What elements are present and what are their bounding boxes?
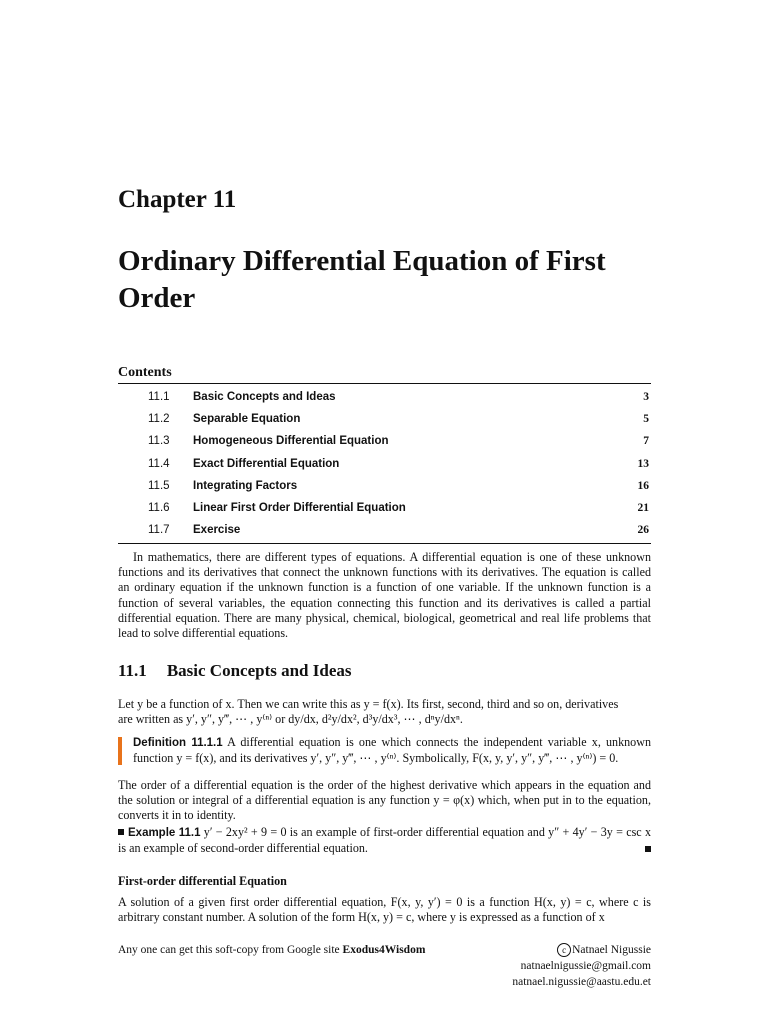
concepts-paragraph: [118, 697, 651, 727]
contents-heading: Contents: [118, 365, 172, 380]
concepts-line-2: are written as y′, y″, y‴, ⋯ , y⁽ⁿ⁾ or dy/dx, d²y/dx², d³y/dx³, ⋯ , dⁿy/dxⁿ.: [118, 712, 463, 727]
footer-email-1[interactable]: natnaelnigussie@gmail.com: [520, 960, 651, 972]
subheading: First-order differential Equation: [118, 874, 287, 888]
footer-site-link[interactable]: Exodus4Wisdom: [342, 944, 426, 956]
order-paragraph: The order of a differential equation is the order of the highest derivative which appears in the equation and the solution or integral of a differential equation is any function y = φ(x) which, when put in to the equation, converts it in to identity.: [118, 778, 651, 823]
toc-title: Exercise: [193, 524, 241, 537]
end-of-example-square-icon: [645, 846, 651, 852]
chapter-label: Chapter 11: [118, 186, 237, 213]
toc-title: Integrating Factors: [193, 479, 298, 492]
toc-title: Basic Concepts and Ideas: [193, 391, 336, 403]
toc-number: 11.3: [148, 435, 170, 448]
toc-page: 3: [643, 391, 649, 403]
section-heading: [118, 661, 351, 681]
footer-left: [118, 942, 425, 958]
toc-number: 11.6: [148, 501, 170, 514]
definition-text-block: [133, 735, 651, 766]
toc-row[interactable]: [118, 500, 651, 522]
toc-row[interactable]: [118, 411, 651, 433]
toc-row[interactable]: [118, 522, 651, 544]
toc-number: 11.2: [148, 413, 170, 426]
footer-prefix: Any one can get this soft-copy from Google site: [118, 944, 340, 956]
example-text: y′ − 2xy² + 9 = 0 is an example of first-order differential equation and y″ + 4y′ − 3y = csc x is an example of second-order differential equation.: [118, 825, 652, 856]
toc-number: 11.5: [148, 479, 170, 492]
toc-row[interactable]: [118, 456, 651, 478]
toc-page: 21: [637, 501, 649, 514]
toc-number: 11.7: [148, 524, 170, 537]
footer-author-line: [512, 942, 651, 958]
toc-row[interactable]: [118, 389, 651, 411]
contents-top-rule: [118, 383, 651, 384]
toc-title: Linear First Order Differential Equation: [193, 501, 406, 514]
toc-number: 11.1: [148, 391, 170, 403]
section-title: Basic Concepts and Ideas: [166, 661, 352, 680]
example-block: [118, 825, 651, 856]
toc-page: 16: [637, 479, 649, 492]
chapter-title: Ordinary Differential Equation of First Order: [118, 245, 606, 314]
toc-title: Separable Equation: [193, 413, 301, 426]
table-of-contents: [118, 389, 651, 544]
solution-paragraph: A solution of a given first order differential equation, F(x, y, y′) = 0 is a function H(x, y) = c, where c is arbitrary constant number. A solution of the form H(x, y) = c, where y is expressed as a function of x: [118, 895, 651, 925]
section-number: 11.1: [118, 661, 147, 680]
footer-right: [512, 942, 651, 990]
toc-title: Homogeneous Differential Equation: [193, 435, 389, 448]
definition-label: Definition 11.1.1: [133, 737, 223, 749]
toc-title: Exact Differential Equation: [193, 457, 340, 470]
toc-number: 11.4: [148, 457, 170, 470]
toc-row[interactable]: [118, 478, 651, 500]
toc-page: 13: [637, 457, 649, 470]
definition-accent-bar: [118, 737, 122, 765]
example-square-icon: [118, 829, 124, 835]
toc-row[interactable]: [118, 433, 651, 455]
example-label: Example 11.1: [128, 827, 201, 839]
definition-block: [118, 735, 651, 766]
intro-paragraph: In mathematics, there are different types of equations. A differential equation is one of these unknown functions and its derivatives that connect the unknown functions with its derivatives. The equation is called an ordinary equation if the unknown function is a function of one variable. If the unknown function is a function of several variables, the equation connecting this function and its derivatives is called a partial differential equation. There are many physical, chemical, biological, geometrical and real life problems that lead to solve differential equations.: [118, 550, 651, 641]
copyright-icon: c: [557, 943, 571, 957]
contents-bottom-rule: [118, 543, 651, 544]
definition-text: A differential equation is one which connects the independent variable x, unknown function y = f(x), and its derivatives y′, y″, y‴, ⋯ , y⁽ⁿ⁾. Symbolically, F(x, y, y′, y″, y‴, ⋯ , y⁽ⁿ⁾) = 0.: [133, 735, 651, 766]
toc-page: 26: [637, 524, 649, 537]
toc-page: 5: [643, 413, 649, 426]
footer-author: Natnael Nigussie: [572, 944, 651, 956]
footer-email-2[interactable]: natnael.nigussie@aastu.edu.et: [512, 976, 651, 988]
concepts-line-1: Let y be a function of x. Then we can write this as y = f(x). Its first, second, third and so on, derivatives: [118, 697, 619, 711]
toc-page: 7: [643, 435, 649, 448]
